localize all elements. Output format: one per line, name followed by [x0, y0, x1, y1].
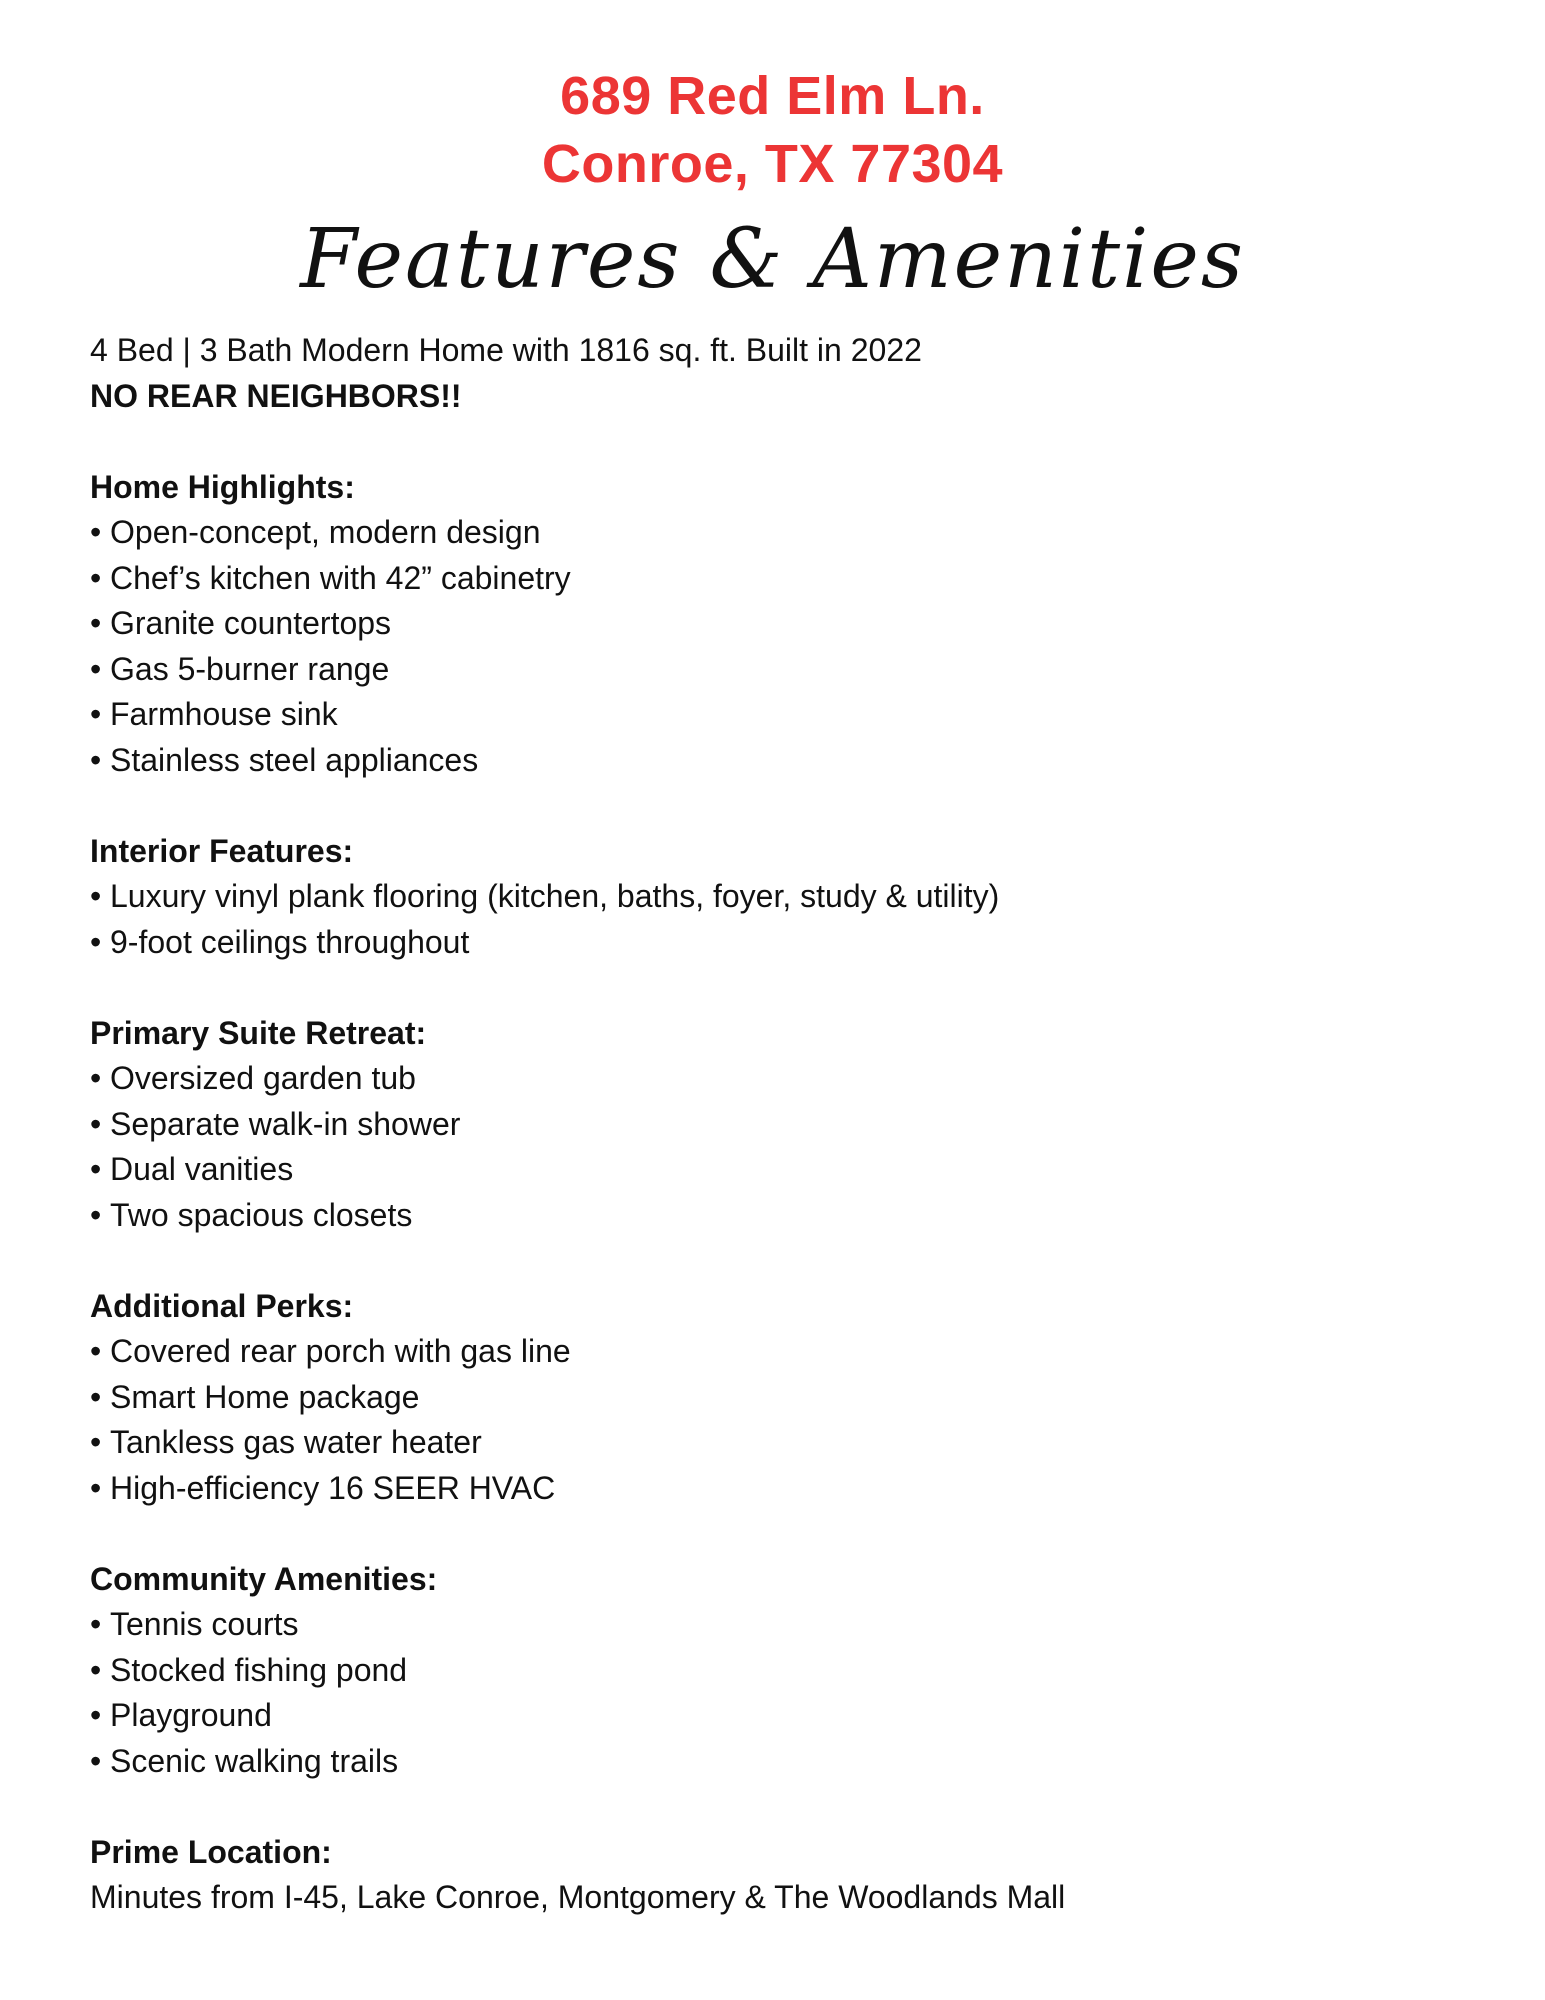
bullet-icon: • [90, 1651, 102, 1688]
section-home-highlights [90, 465, 1470, 784]
bullet-icon: • [90, 878, 102, 914]
list-item-text: Granite countertops [110, 605, 392, 641]
bullet-icon: • [90, 559, 102, 596]
script-title: Features & Amenities [300, 212, 1245, 307]
bullet-icon: • [90, 1060, 102, 1096]
list-item [90, 1375, 1470, 1421]
bullet-icon: • [90, 1151, 102, 1187]
list-item-text: Chef’s kitchen with 42” cabinetry [110, 559, 571, 596]
list-item-text: Two spacious closets [110, 1196, 413, 1233]
section-heading: Primary Suite Retreat: [90, 1014, 427, 1051]
list-item [90, 647, 1470, 693]
list-item [90, 1193, 1470, 1239]
bullet-list [90, 1056, 1470, 1238]
bullet-icon: • [90, 923, 102, 960]
flyer-header [0, 62, 1545, 308]
bullet-icon: • [90, 1469, 102, 1506]
home-summary: 4 Bed | 3 Bath Modern Home with 1816 sq. ft. Built in 2022 [90, 332, 922, 368]
address-line-2: Conroe, TX 77304 [541, 134, 1004, 194]
list-item [90, 1329, 1470, 1375]
section-prime-location [90, 1830, 1470, 1921]
section-community-amenities [90, 1557, 1470, 1785]
list-item-text: Playground [110, 1697, 272, 1733]
bullet-list [90, 1329, 1470, 1511]
bullet-list [90, 1602, 1470, 1784]
bullet-icon: • [90, 605, 102, 641]
no-rear-neighbors-callout: NO REAR NEIGHBORS!! [90, 377, 462, 414]
list-item-text: 9-foot ceilings throughout [110, 923, 470, 960]
list-item [90, 1602, 1470, 1648]
bullet-icon: • [90, 696, 102, 732]
section-heading: Interior Features: [90, 832, 354, 869]
list-item-text: Tennis courts [110, 1606, 299, 1642]
list-item-text: Luxury vinyl plank flooring (kitchen, baths, foyer, study & utility) [110, 878, 1000, 914]
list-item [90, 1648, 1470, 1694]
location-text: Minutes from I-45, Lake Conroe, Montgomery & The Woodlands Mall [90, 1879, 1066, 1915]
list-item [90, 1147, 1470, 1193]
list-item [90, 874, 1470, 920]
list-item [90, 556, 1470, 602]
list-item [90, 738, 1470, 784]
section-heading: Community Amenities: [90, 1560, 438, 1597]
bullet-icon: • [90, 1378, 102, 1415]
list-item [90, 692, 1470, 738]
list-item-text: Covered rear porch with gas line [110, 1333, 571, 1369]
bullet-icon: • [90, 514, 102, 550]
list-item [90, 1102, 1470, 1148]
flyer-content [90, 328, 1470, 1921]
list-item-text: Dual vanities [110, 1151, 294, 1187]
list-item-text: Oversized garden tub [110, 1060, 416, 1096]
list-item [90, 1056, 1470, 1102]
list-item [90, 601, 1470, 647]
bullet-icon: • [90, 650, 102, 687]
bullet-icon: • [90, 1196, 102, 1233]
bullet-icon: • [90, 1424, 102, 1460]
list-item [90, 920, 1470, 966]
list-item-text: Stainless steel appliances [110, 741, 479, 778]
section-interior-features [90, 829, 1470, 966]
list-item [90, 1739, 1470, 1785]
list-item-text: Separate walk-in shower [110, 1105, 461, 1142]
section-primary-suite [90, 1011, 1470, 1239]
bullet-icon: • [90, 1333, 102, 1369]
list-item [90, 1466, 1470, 1512]
address-line-1: 689 Red Elm Ln. [560, 66, 985, 126]
section-heading: Prime Location: [90, 1833, 332, 1870]
list-item-text: Farmhouse sink [110, 696, 338, 732]
list-item-text: Scenic walking trails [110, 1742, 399, 1779]
list-item-text: Tankless gas water heater [110, 1424, 482, 1460]
section-heading: Additional Perks: [90, 1287, 354, 1324]
list-item [90, 510, 1470, 556]
list-item [90, 1693, 1470, 1739]
section-heading: Home Highlights: [90, 468, 355, 505]
list-item-text: High-efficiency 16 SEER HVAC [110, 1469, 556, 1506]
bullet-icon: • [90, 1742, 102, 1779]
bullet-icon: • [90, 1105, 102, 1142]
bullet-icon: • [90, 1697, 102, 1733]
list-item [90, 1420, 1470, 1466]
section-additional-perks [90, 1284, 1470, 1512]
list-item-text: Gas 5-burner range [110, 650, 390, 687]
bullet-icon: • [90, 741, 102, 778]
bullet-list [90, 874, 1470, 965]
list-item-text: Open-concept, modern design [110, 514, 541, 550]
list-item-text: Stocked fishing pond [110, 1651, 408, 1688]
list-item-text: Smart Home package [110, 1378, 420, 1415]
bullet-list [90, 510, 1470, 783]
bullet-icon: • [90, 1606, 102, 1642]
